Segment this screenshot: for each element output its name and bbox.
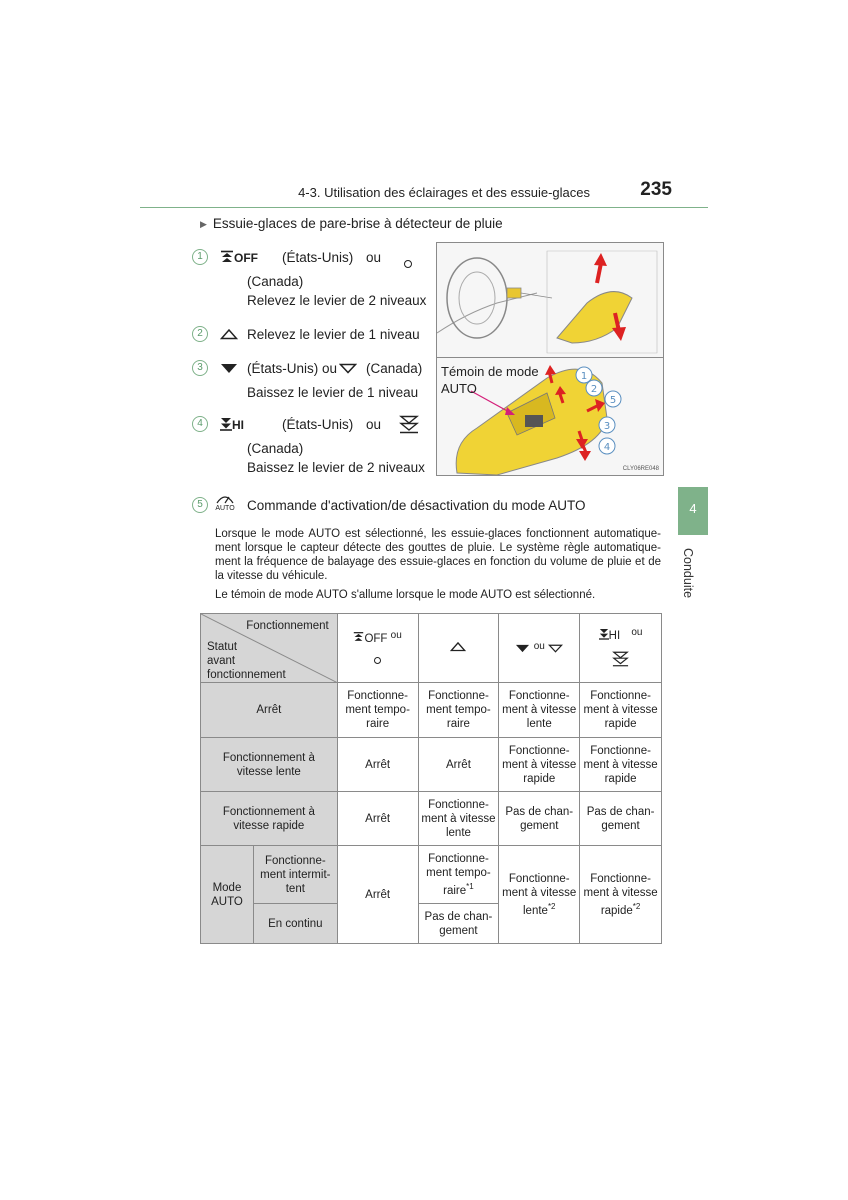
item-description: Relevez le levier de 1 niveau — [247, 327, 420, 342]
number-badge: 5 — [192, 497, 208, 513]
region-us: (États-Unis) ou — [247, 361, 338, 376]
region-us: (États-Unis) — [282, 417, 354, 432]
col-header-down: ou — [499, 614, 580, 683]
off-symbol: OFF — [220, 248, 258, 268]
wiper-off-icon — [353, 631, 364, 643]
wiper-lever-illustration — [436, 242, 664, 476]
callout-3: 3 — [603, 421, 611, 432]
section-title: 4-3. Utilisation des éclairages et des essuie-glaces — [298, 185, 590, 200]
double-triangle-down-outline-icon — [399, 415, 419, 434]
row-label-auto: Mode AUTO — [201, 846, 254, 944]
corner-bottom-label: Statut avant fonctionnement — [207, 641, 286, 681]
callout-2: 2 — [590, 384, 598, 395]
table-row: Arrêt Fonctionne-ment tempo-raire Fonctionne-ment tempo-raire Fonctionne-ment à vitesse lente Fonctionne-ment à vitesse rapide — [201, 683, 662, 738]
region-canada: (Canada) — [247, 441, 304, 456]
region-us: (États-Unis) — [282, 250, 354, 265]
circle-icon — [374, 657, 381, 664]
circle-icon — [404, 254, 412, 273]
hi-symbol: HI — [220, 415, 244, 435]
table-row: Fonctionnement à vitesse lente Arrêt Arrêt Fonctionne-ment à vitesse rapide Fonctionne-ment à vitesse rapide — [201, 738, 662, 792]
callout-5: 5 — [609, 395, 617, 406]
item-description: Commande d'activation/de désactivation du mode AUTO — [247, 498, 586, 513]
col-header-off: OFF ou — [337, 614, 418, 683]
corner-top-label: Fonctionnement — [246, 620, 329, 632]
page-number: 235 — [640, 179, 672, 200]
subtitle-text: Essuie-glaces de pare-brise à détecteur de pluie — [212, 216, 503, 231]
wiper-lever-drawing — [437, 243, 664, 476]
or-text: ou — [366, 250, 382, 265]
row-label-lente: Fonctionnement à vitesse lente — [201, 738, 338, 792]
table-corner-cell — [201, 614, 338, 683]
or-text: ou — [366, 417, 382, 432]
wiper-hi-icon — [220, 417, 232, 431]
region-canada: (Canada) — [366, 361, 423, 376]
number-badge: 3 — [192, 360, 208, 376]
wiper-hi-icon — [599, 628, 609, 640]
triangle-down-filled-icon — [220, 363, 238, 374]
table-row: En continu Pas de chan-gement — [201, 904, 662, 944]
table-row: Fonctionnement à vitesse rapide Arrêt Fonctionne-ment à vitesse lente Pas de chan-gement Pas de chan-gement — [201, 792, 662, 846]
callout-4: 4 — [603, 442, 611, 453]
subtitle — [200, 216, 503, 231]
double-triangle-down-outline-icon — [612, 651, 629, 667]
triangle-down-filled-icon — [515, 644, 530, 653]
triangle-down-outline-icon — [339, 363, 357, 374]
triangle-down-outline-icon — [548, 644, 563, 653]
chapter-tab[interactable]: 4 — [678, 487, 708, 535]
row-label-arret: Arrêt — [201, 683, 338, 738]
item-description: Baissez le levier de 1 niveau — [247, 385, 419, 400]
triangle-up-outline-icon — [450, 641, 466, 652]
region-canada: (Canada) — [247, 274, 304, 289]
col-header-hi: HI ou — [580, 614, 662, 683]
illustration-divider — [437, 357, 664, 358]
callout-1: 1 — [580, 371, 588, 382]
illustration-code: CLY06RE048 — [622, 466, 659, 472]
page-header — [140, 176, 708, 208]
triangle-bullet-icon: ▶ — [200, 219, 207, 229]
triangle-up-outline-icon — [220, 328, 238, 340]
wiper-off-icon — [220, 250, 234, 264]
auto-indicator-label: Témoin de mode AUTO — [441, 364, 539, 396]
chapter-label: Conduite — [681, 548, 695, 599]
paragraph-1: Lorsque le mode AUTO est sélectionné, les essuie-glaces fonctionnent automatique-ment lorsque le capteur détecte des gouttes de pluie. Le système règle automatique-ment la fréquence de balayage des essuie-glaces en fonction du volume de pluie et de la vitesse du véhicule. — [215, 528, 661, 582]
item-description: Baissez le levier de 2 niveaux — [247, 460, 425, 475]
row-label-rapide: Fonctionnement à vitesse rapide — [201, 792, 338, 846]
auto-wiper-icon: AUTO — [215, 493, 235, 513]
number-badge: 4 — [192, 416, 208, 432]
paragraph-2: Le témoin de mode AUTO s'allume lorsque le mode AUTO est sélectionné. — [215, 589, 596, 601]
table-row: Mode AUTO Fonctionne-ment intermit-tent Arrêt Fonctionne-ment tempo-raire$^{*1}$ Fonctionne-ment à vitesse lente$^{*2}$ Fonctionne-ment à vitesse rapide$^{*2}$ — [201, 846, 662, 904]
wiper-operation-table — [200, 613, 662, 944]
col-header-up — [418, 614, 499, 683]
row-sublabel-continu: En continu — [253, 904, 337, 944]
number-badge: 2 — [192, 326, 208, 342]
row-sublabel-intermittent: Fonctionne-ment intermit-tent — [253, 846, 337, 904]
item-description: Relevez le levier de 2 niveaux — [247, 293, 427, 308]
number-badge: 1 — [192, 249, 208, 265]
